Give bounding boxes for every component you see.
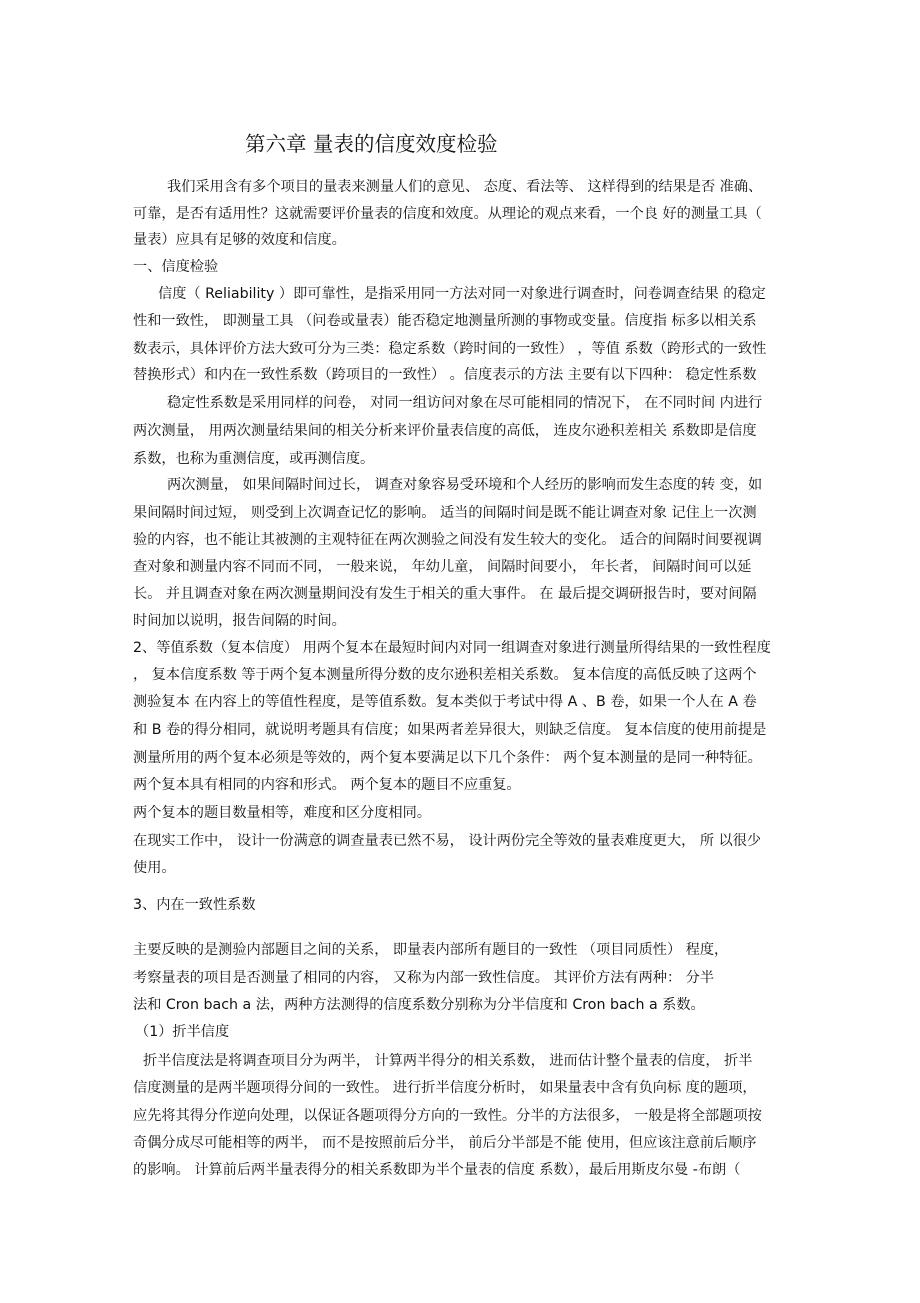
text-line: 在现实工作中， 设计一份满意的调查量表已然不易， 设计两份完全等效的量表难度更大， 所 以很少 <box>133 833 762 849</box>
text-line: 折半信度法是将调查项目分为两半， 计算两半得分的相关系数， 进而估计整个量表的信度， 折半 <box>143 1053 753 1069</box>
text-line: 可靠，是否有适用性？这就需要评价量表的信度和效度。从理论的观点来看，一个良 好的测量工具（ <box>133 206 762 222</box>
text-line: 2、等值系数（复本信度） 用两个复本在最短时间内对同一组调查对象进行测量所得结果的一致性程度 <box>133 640 771 656</box>
text-line: 使用。 <box>133 860 176 876</box>
text-line: 两次测量， 如果间隔时间过长， 调查对象容易受环境和个人经历的影响而发生态度的转 变，如 <box>167 477 763 493</box>
text-line: 法和 Cron bach a 法，两种方法测得的信度系数分别称为分半信度和 Cron bach a 系数。 <box>133 997 705 1013</box>
text-line: 测验复本 在内容上的等值性程度，是等值系数。复本类似于考试中得 A 、B 卷，如果一个人在 A 卷 <box>133 694 757 710</box>
text-line: 信度（ Reliability ）即可靠性，是指采用同一方法对同一对象进行调查时，问卷调查结果 的稳定 <box>158 286 766 302</box>
text-line: 数表示，具体评价方法大致可分为三类：稳定系数（跨时间的一致性） ，等值 系数（跨形式的一致性 <box>133 341 767 357</box>
text-line: 测量所用的两个复本必须是等效的，两个复本要满足以下几个条件： 两个复本测量的是同一种特征。 <box>133 750 762 766</box>
text-line: 两次测量， 用两次测量结果间的相关分析来评价量表信度的高低， 连皮尔逊积差相关 系数即是信度 <box>133 423 757 439</box>
text-line: 我们采用含有多个项目的量表来测量人们的意见、 态度、看法等、 这样得到的结果是否 准确、 <box>167 179 763 195</box>
text-line: 奇偶分成尽可能相等的两半， 而不是按照前后分半， 前后分半部是不能 使用，但应该注意前后顺序 <box>133 1135 757 1151</box>
text-line: 验的内容，也不能让其被测的主观特征在两次测验之间没有发生较大的变化。 适合的间隔时间要视调 <box>133 532 762 548</box>
text-line: ， 复本信度系数 等于两个复本测量所得分数的皮尔逊积差相关系数。 复本信度的高低反映了这两个 <box>133 667 757 683</box>
text-line: 替换形式）和内在一致性系数（跨项目的一致性） 。信度表示的方法 主要有以下四种： 稳定性系数 <box>133 367 757 383</box>
text-line: 主要反映的是测验内部题目之间的关系， 即量表内部所有题目的一致性 （项目同质性） 程度， <box>133 942 729 958</box>
text-line: 性和一致性， 即测量工具 （问卷或量表）能否稳定地测量所测的事物或变量。信度指 标多以相关系 <box>133 313 757 329</box>
text-line: 稳定性系数是采用同样的问卷， 对同一组访问对象在尽可能相同的情况下， 在不同时间 内进行 <box>167 395 763 411</box>
text-line: 和 B 卷的得分相同，就说明考题具有信度；如果两者差异很大，则缺乏信度。 复本信度的使用前提是 <box>133 722 767 738</box>
text-line: 系数，也称为重测信度，或再测信度。 <box>133 451 375 467</box>
text-line: 量表）应具有足够的效度和信度。 <box>133 232 346 248</box>
text-line: 应先将其得分作逆向处理，以保证各题项得分方向的一致性。分半的方法很多， 一般是将全部题项按 <box>133 1108 762 1124</box>
text-line: 一、信度检验 <box>133 259 219 275</box>
text-line: 的影响。 计算前后两半量表得分的相关系数即为半个量表的信度 系数），最后用斯皮尔曼 -布朗（ <box>133 1162 741 1178</box>
text-line: 果间隔时间过短， 则受到上次调查记忆的影响。 适当的间隔时间是既不能让调查对象 记住上一次测 <box>133 505 757 521</box>
text-line: （1）折半信度 <box>135 1024 230 1040</box>
text-line: 长。 并且调查对象在两次测量期间没有发生于相关的重大事件。 在 最后提交调研报告时，要对间隔 <box>133 586 757 602</box>
text-line: 3、内在一致性系数 <box>133 897 256 913</box>
text-line: 信度测量的是两半题项得分间的一致性。 进行折半信度分析时， 如果量表中含有负向标 度的题项， <box>133 1080 757 1096</box>
text-line: 两个复本的题目数量相等，难度和区分度相同。 <box>133 805 431 821</box>
text-line: 查对象和测量内容不同而不同， 一般来说， 年幼儿童， 间隔时间要小， 年长者， 间隔时间可以延 <box>133 559 752 575</box>
text-line: 两个复本具有相同的内容和形式。 两个复本的题目不应重复。 <box>133 777 521 793</box>
chapter-title: 第六章 量表的信度效度检验 <box>245 132 498 156</box>
text-line: 时间加以说明，报告间隔的时间。 <box>133 613 346 629</box>
text-line: 考察量表的项目是否测量了相同的内容， 又称为内部一致性信度。 其评价方法有两种： 分半 <box>133 970 715 986</box>
